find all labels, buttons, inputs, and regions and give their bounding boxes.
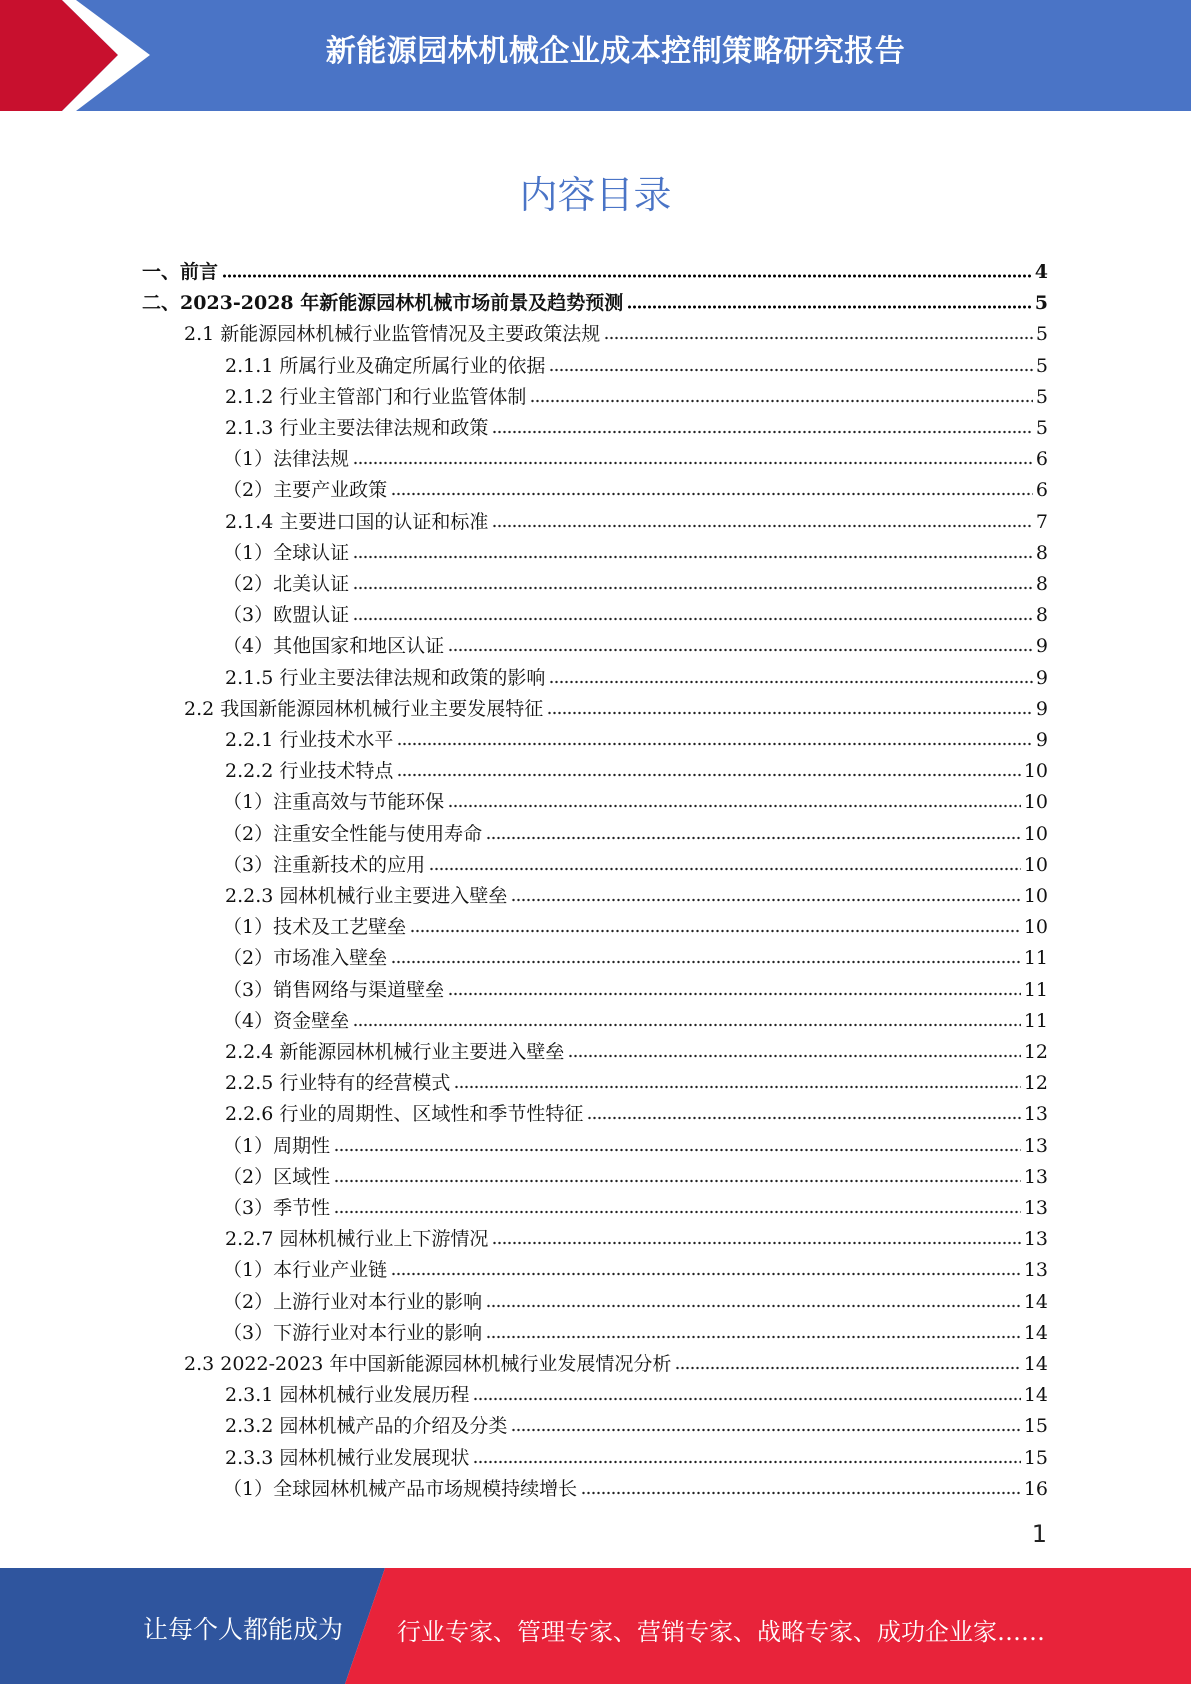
toc-entry[interactable] (223, 1002, 1048, 1033)
toc-entry-page: 16 (1023, 1477, 1048, 1500)
toc-entry-page: 13 (1023, 1228, 1048, 1251)
toc-entry-page: 8 (1035, 604, 1048, 627)
toc-entry-label: 2.3.3 园林机械行业发展现状 (225, 1446, 470, 1469)
toc-dot-leader (627, 305, 1032, 309)
toc-entry-label: 2.1.5 行业主要法律法规和政策的影响 (225, 666, 546, 689)
toc-entry-page: 9 (1035, 697, 1048, 720)
toc-entry-page: 10 (1023, 885, 1048, 907)
toc-entry[interactable] (142, 284, 1048, 315)
toc-dot-leader (448, 992, 1021, 996)
footer-slogan-right: 行业专家、管理专家、营销专家、战略专家、成功企业家…… (397, 1618, 1045, 1646)
toc-entry[interactable] (184, 315, 1048, 346)
toc-entry[interactable] (223, 783, 1048, 814)
toc-dot-leader (549, 368, 1033, 372)
toc-dot-leader (549, 680, 1033, 684)
toc-entry-label: 2.2.3 园林机械行业主要进入壁垒 (225, 885, 508, 907)
toc-dot-leader (486, 1335, 1021, 1339)
toc-dot-leader (334, 1210, 1021, 1214)
toc-entry[interactable] (225, 347, 1048, 378)
toc-entry[interactable] (142, 253, 1048, 284)
toc-entry[interactable] (225, 409, 1048, 440)
toc-entry[interactable] (223, 1158, 1048, 1189)
toc-dot-leader (581, 1491, 1021, 1495)
toc-entry[interactable] (184, 690, 1048, 721)
toc-entry[interactable] (225, 659, 1048, 690)
toc-entry-label: （2）区域性 (223, 1165, 331, 1188)
toc-entry[interactable] (223, 908, 1048, 939)
toc-entry-label: 一、前言 (142, 261, 219, 283)
toc-entry[interactable] (223, 846, 1048, 877)
toc-entry[interactable] (225, 1064, 1048, 1095)
toc-entry-page: 14 (1023, 1384, 1048, 1407)
toc-entry[interactable] (184, 1345, 1048, 1376)
toc-dot-leader (587, 1116, 1020, 1120)
toc-entry-label: 2.2 我国新能源园林机械行业主要发展特征 (184, 697, 544, 720)
toc-entry-page: 10 (1023, 916, 1048, 939)
toc-heading: 内容目录 (519, 173, 672, 217)
toc-entry-label: （2）上游行业对本行业的影响 (223, 1290, 483, 1313)
toc-dot-leader (511, 1428, 1020, 1432)
toc-entry-label: 2.2.4 新能源园林机械行业主要进入壁垒 (225, 1041, 565, 1063)
toc-entry[interactable] (225, 1033, 1048, 1064)
toc-entry-label: （1）本行业产业链 (223, 1259, 388, 1282)
toc-entry-label: 2.2.6 行业的周期性、区域性和季节性特征 (225, 1103, 584, 1126)
toc-entry[interactable] (223, 440, 1048, 471)
toc-entry-label: 2.1.1 所属行业及确定所属行业的依据 (225, 354, 546, 377)
toc-entry-page: 4 (1034, 261, 1048, 283)
toc-entry-label: 2.3 2022-2023 年中国新能源园林机械行业发展情况分析 (184, 1353, 672, 1375)
toc-entry[interactable] (223, 596, 1048, 627)
toc-entry[interactable] (225, 503, 1048, 534)
toc-entry[interactable] (225, 721, 1048, 752)
toc-entry-page: 9 (1035, 666, 1048, 689)
header-banner (0, 0, 1191, 111)
toc-dot-leader (222, 274, 1032, 278)
toc-entry-page: 8 (1035, 541, 1048, 564)
toc-entry-page: 5 (1035, 354, 1048, 377)
toc-dot-leader (429, 867, 1021, 871)
toc-entry-page: 13 (1023, 1103, 1048, 1126)
toc-entry-page: 13 (1023, 1259, 1048, 1282)
toc-entry-label: 2.2.7 园林机械行业上下游情况 (225, 1228, 489, 1251)
toc-entry-page: 5 (1035, 323, 1048, 346)
toc-entry[interactable] (223, 565, 1048, 596)
toc-dot-leader (353, 617, 1033, 621)
toc-entry-page: 5 (1035, 385, 1048, 408)
toc-entry-label: （1）周期性 (223, 1134, 331, 1157)
toc-entry-label: 2.3.2 园林机械产品的介绍及分类 (225, 1415, 508, 1438)
toc-entry-page: 8 (1035, 573, 1048, 595)
toc-entry-page: 10 (1023, 822, 1048, 845)
toc-dot-leader (604, 336, 1033, 340)
toc-dot-leader (675, 1366, 1020, 1370)
toc-dot-leader (353, 1023, 1021, 1027)
toc-dot-leader (454, 1085, 1020, 1089)
toc-entry-label: 二、2023-2028 年新能源园林机械市场前景及趋势预测 (142, 292, 624, 315)
toc-dot-leader (410, 929, 1021, 933)
toc-entry-label: （4）资金壁垒 (223, 1009, 350, 1032)
toc-entry-label: （3）下游行业对本行业的影响 (223, 1321, 483, 1344)
toc-entry[interactable] (223, 534, 1048, 565)
report-title: 新能源园林机械企业成本控制策略研究报告 (325, 34, 906, 69)
toc-entry-page: 9 (1035, 729, 1048, 751)
toc-entry-label: （3）季节性 (223, 1197, 331, 1219)
toc-dot-leader (448, 804, 1021, 808)
toc-entry-label: （1）法律法规 (223, 448, 350, 471)
toc-entry-label: 2.1 新能源园林机械行业监管情况及主要政策法规 (184, 323, 601, 346)
toc-entry-page: 13 (1023, 1134, 1048, 1157)
toc-dot-leader (334, 1148, 1021, 1152)
toc-dot-leader (568, 1054, 1020, 1058)
toc-dot-leader (530, 399, 1033, 403)
toc-dot-leader (448, 648, 1033, 652)
toc-entry-page: 11 (1023, 1009, 1048, 1032)
toc-entry[interactable] (225, 1439, 1048, 1470)
toc-entry-page: 9 (1035, 635, 1048, 658)
toc-entry-label: （3）销售网络与渠道壁垒 (223, 978, 445, 1001)
toc-dot-leader (397, 742, 1033, 746)
toc-entry-page: 15 (1023, 1415, 1048, 1438)
toc-dot-leader (353, 586, 1033, 590)
toc-entry-label: （1）技术及工艺壁垒 (223, 916, 407, 939)
toc-entry[interactable] (225, 1220, 1048, 1251)
toc-entry-label: 2.3.1 园林机械行业发展历程 (225, 1384, 470, 1407)
toc-entry[interactable] (225, 378, 1048, 409)
toc-dot-leader (486, 836, 1021, 840)
toc-dot-leader (492, 524, 1033, 528)
toc-dot-leader (391, 960, 1021, 964)
toc-entry-page: 12 (1023, 1041, 1048, 1063)
toc-dot-leader (492, 1241, 1020, 1245)
toc-entry-label: （4）其他国家和地区认证 (223, 635, 445, 658)
toc-entry[interactable] (223, 1251, 1048, 1282)
toc-entry[interactable] (223, 1127, 1048, 1158)
toc-entry-label: （2）注重安全性能与使用寿命 (223, 822, 483, 845)
toc-entry-page: 13 (1023, 1197, 1048, 1219)
toc-dot-leader (492, 430, 1033, 434)
toc-entry-label: （1）全球园林机械产品市场规模持续增长 (223, 1477, 578, 1500)
toc-dot-leader (391, 492, 1033, 496)
toc-entry-label: （2）北美认证 (223, 573, 350, 595)
toc-entry-label: （2）市场准入壁垒 (223, 947, 388, 970)
toc-entry-page: 5 (1034, 292, 1048, 315)
toc-entry[interactable] (223, 971, 1048, 1002)
toc-dot-leader (353, 555, 1033, 559)
toc-entry-label: 2.2.5 行业特有的经营模式 (225, 1072, 451, 1095)
toc-entry-page: 6 (1035, 448, 1048, 471)
toc-entry[interactable] (225, 1376, 1048, 1407)
toc-entry[interactable] (223, 1314, 1048, 1345)
toc-entry-label: （3）欧盟认证 (223, 604, 350, 627)
toc-entry-page: 15 (1023, 1446, 1048, 1469)
toc-entry[interactable] (225, 877, 1048, 908)
toc-entry-page: 5 (1035, 417, 1048, 439)
toc-entry[interactable] (223, 471, 1048, 502)
toc-entry[interactable] (223, 1283, 1048, 1314)
toc-entry-label: 2.1.4 主要进口国的认证和标准 (225, 510, 489, 533)
toc-entry-label: （1）注重高效与节能环保 (223, 791, 445, 814)
toc-dot-leader (397, 773, 1020, 777)
toc-entry[interactable] (223, 1189, 1048, 1220)
toc-dot-leader (486, 1304, 1021, 1308)
toc-entry-page: 14 (1023, 1321, 1048, 1344)
toc-entry[interactable] (225, 752, 1048, 783)
toc-dot-leader (391, 1272, 1021, 1276)
toc-entry-page: 7 (1035, 510, 1048, 533)
footer-slogan-left: 让每个人都能成为 (143, 1615, 344, 1644)
toc-entry-page: 14 (1023, 1290, 1048, 1313)
toc-entry[interactable] (225, 1407, 1048, 1438)
page-number: 1 (1031, 1520, 1047, 1548)
toc-entry[interactable] (225, 1095, 1048, 1126)
toc-entry[interactable] (223, 815, 1048, 846)
toc-dot-leader (473, 1397, 1020, 1401)
toc-entry-page: 6 (1035, 479, 1048, 502)
toc-dot-leader (473, 1460, 1020, 1464)
toc-entry-label: 2.1.2 行业主管部门和行业监管体制 (225, 385, 527, 408)
toc-entry[interactable] (223, 1470, 1048, 1501)
toc-dot-leader (353, 461, 1033, 465)
toc-entry-page: 10 (1023, 853, 1048, 876)
toc-entry-label: 2.1.3 行业主要法律法规和政策 (225, 417, 489, 439)
toc-entry-page: 10 (1023, 760, 1048, 783)
toc-entry-page: 12 (1023, 1072, 1048, 1095)
footer-banner (0, 1568, 1191, 1684)
toc-entry[interactable] (223, 939, 1048, 970)
toc-entry-label: （3）注重新技术的应用 (223, 853, 426, 876)
toc-entry-label: （2）主要产业政策 (223, 479, 388, 502)
toc-entry-page: 11 (1023, 978, 1048, 1001)
toc-dot-leader (511, 898, 1020, 902)
toc-entry-page: 14 (1023, 1353, 1048, 1375)
toc-dot-leader (334, 1179, 1021, 1183)
toc-entry-label: 2.2.2 行业技术特点 (225, 760, 394, 783)
toc-entry-page: 10 (1023, 791, 1048, 814)
toc-entry-page: 13 (1023, 1165, 1048, 1188)
toc-entry[interactable] (223, 627, 1048, 658)
toc-entry-page: 11 (1023, 947, 1048, 970)
toc-entry-label: 2.2.1 行业技术水平 (225, 729, 394, 751)
toc-entry-label: （1）全球认证 (223, 541, 350, 564)
toc-dot-leader (547, 711, 1033, 715)
